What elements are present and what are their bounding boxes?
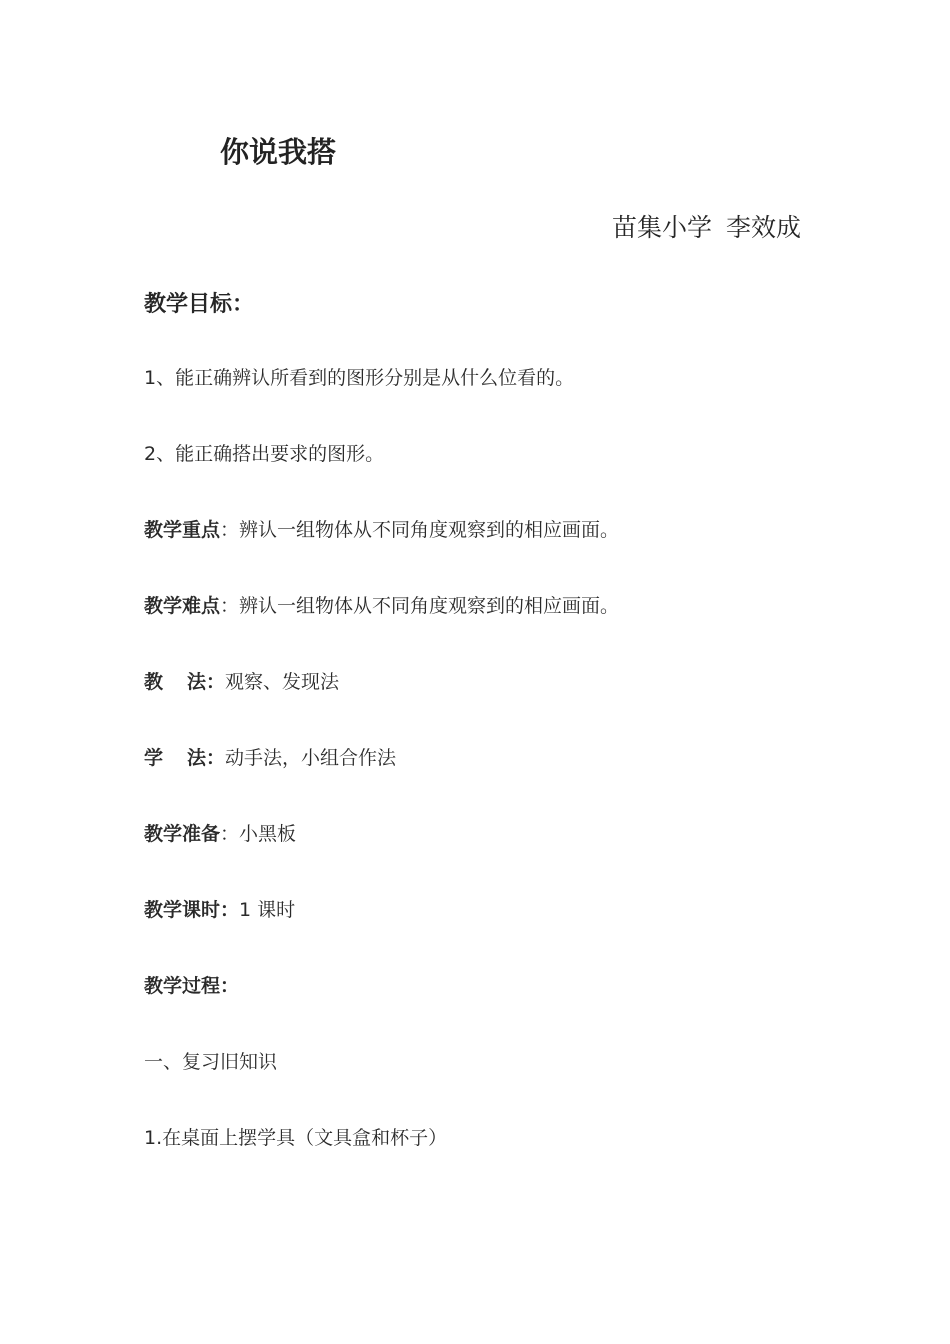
objective-item: 1、能正确辨认所看到的图形分别是从什么位看的。 <box>144 367 575 389</box>
preparation-sep: ： <box>220 823 240 845</box>
document-title: 你说我搭 <box>220 135 337 169</box>
preparation-text: 小黑板 <box>239 823 297 845</box>
difficulty-sep: ： <box>220 595 240 617</box>
learning-method-label-a: 学 <box>144 747 164 769</box>
key-point-label: 教学重点 <box>144 519 221 541</box>
difficulty-line <box>144 592 619 620</box>
period-label: 教学课时： <box>144 899 240 921</box>
author-line <box>612 208 801 244</box>
author-school: 苗集小学 <box>612 213 713 242</box>
teaching-method-line <box>144 668 339 696</box>
difficulty-label: 教学难点 <box>144 595 221 617</box>
teaching-method-label-a: 教 <box>144 671 164 693</box>
period-line <box>144 896 295 924</box>
key-point-text: 辨认一组物体从不同角度观察到的相应画面。 <box>239 519 620 541</box>
process-heading-label: 教学过程： <box>144 975 240 997</box>
difficulty-text: 辨认一组物体从不同角度观察到的相应画面。 <box>239 595 620 617</box>
preparation-label: 教学准备 <box>144 823 221 845</box>
step-item: 1.在桌面上摆学具（文具盒和杯子） <box>144 1127 448 1149</box>
key-point-sep: ： <box>220 519 240 541</box>
teaching-method-label-b: 法： <box>187 671 226 693</box>
process-heading <box>144 972 239 1000</box>
objective-item: 2、能正确搭出要求的图形。 <box>144 443 385 465</box>
teaching-method-text: 观察、发现法 <box>225 671 340 693</box>
author-name: 李效成 <box>726 213 802 242</box>
learning-method-line <box>144 744 396 772</box>
preparation-line <box>144 820 296 848</box>
learning-method-label-b: 法： <box>187 747 226 769</box>
objectives-heading: 教学目标： <box>144 292 255 317</box>
learning-method-text: 动手法，小组合作法 <box>225 747 397 769</box>
period-text: 1 课时 <box>239 899 296 921</box>
key-point-line <box>144 516 619 544</box>
section-heading: 一、复习旧知识 <box>144 1051 278 1073</box>
